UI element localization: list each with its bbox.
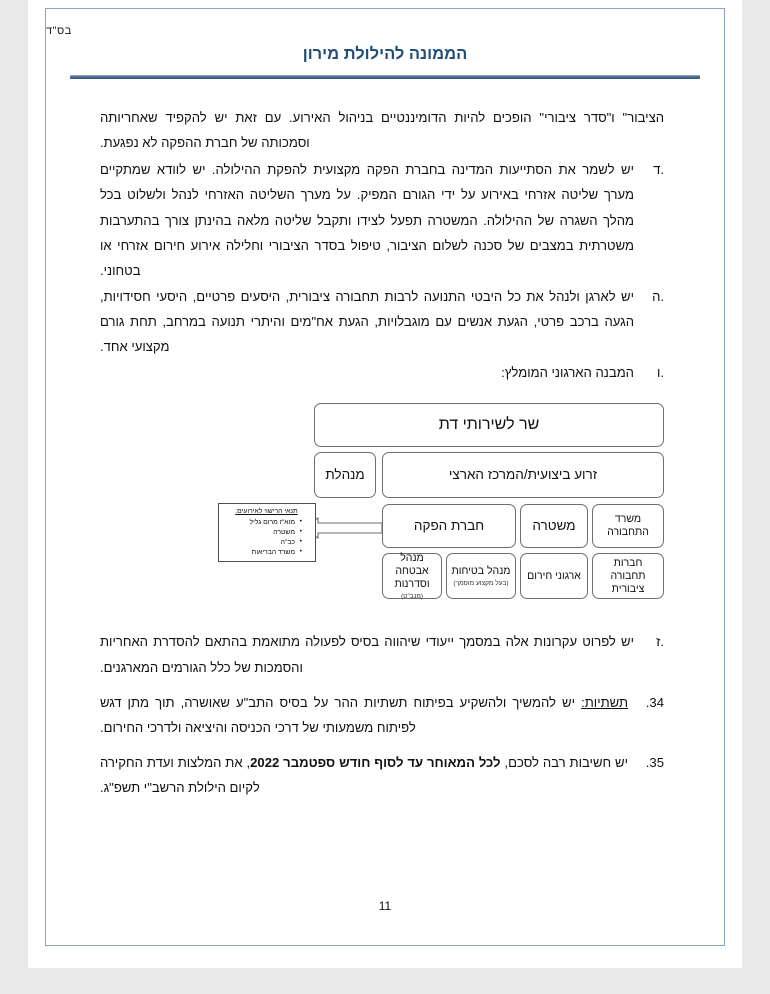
- page-title: הממונה להילולת מירון: [302, 45, 468, 63]
- bsd-marking: בס"ד: [46, 25, 72, 37]
- callout-title: תנאי הרישוי לאירועים:: [235, 508, 298, 516]
- org-box-emergency-orgs: [520, 553, 588, 599]
- list-item: [100, 157, 664, 283]
- document-page: [45, 8, 725, 946]
- org-box-label: מנהל אבטחה וסדרנות: [394, 552, 430, 591]
- continued-paragraph: הציבור" ו"סדר ציבורי" הופכים להיות הדומיננטיים בניהול האירוע. עם זאת יש להקפיד שאחריותה וסמכותה של חברת ההפקה לא נפגעת.: [100, 110, 664, 151]
- list-marker: .ה: [652, 288, 664, 304]
- org-chart: [100, 403, 664, 625]
- list-text: יש לארגן ולנהל את כל היבטי התנועה לרבות תחבורה ציבורית, היסעים פרטיים, היסעי חסידויות, הגעה ברכב פרטי, הגעת אנשים עם מוגבלויות, הגעת אח"מים והיתרי תנועה במרחב, תחת גורם מקצועי אחד.: [100, 288, 634, 355]
- org-box-security-manager: [382, 553, 442, 599]
- org-box-label: מנהל בטיחות: [451, 565, 511, 578]
- item-deadline: לכל המאוחר עד לסוף חודש ספטמבר 2022: [250, 754, 501, 770]
- org-box-label: חברת הפקה: [413, 517, 485, 533]
- org-box-transport-ministry: [592, 504, 664, 548]
- callout-list-item: • כב"ה: [223, 538, 302, 548]
- list-text: המבנה הארגוני המומלץ:: [501, 365, 634, 381]
- org-box-sublabel: (מנב"ט): [400, 593, 424, 601]
- org-box-minister: [314, 403, 664, 447]
- item-body-after: , את המלצות ועדת החקירה לקיום הילולת הרשב"י תשפ"ג.: [100, 754, 260, 795]
- item-number: .35: [645, 754, 664, 770]
- callout-list-item: • משרד הבריאות: [223, 548, 302, 558]
- list-marker: .ז: [656, 634, 664, 650]
- org-box-label: חברות תחבורה ציבורית: [610, 556, 646, 595]
- callout-list-item: • מוא"ז מרום גליל: [223, 518, 302, 528]
- licensing-conditions-callout: [218, 503, 316, 561]
- org-box-label: ארגוני חירום: [527, 569, 581, 582]
- item-text: [100, 750, 628, 800]
- org-box-safety-manager: [446, 553, 516, 599]
- list-item: [100, 629, 664, 679]
- org-box-sublabel: (בעל מקצוע מוסמך): [453, 580, 509, 588]
- page-footer-number: 11: [378, 899, 392, 913]
- item-number: .34: [645, 694, 664, 710]
- list-item: [100, 360, 664, 385]
- org-box-admin: [314, 452, 376, 498]
- org-box-label: משטרה: [532, 517, 576, 533]
- org-box-label: משרד התחבורה: [607, 513, 649, 539]
- list-marker: .ד: [653, 162, 664, 178]
- callout-list: [223, 518, 310, 557]
- org-box-police: [520, 504, 588, 548]
- org-box-label: מנהלת: [325, 466, 365, 482]
- org-box-exec-arm: [382, 452, 664, 498]
- numbered-item-34: [100, 690, 664, 740]
- callout-list-item: • משטרה: [223, 528, 302, 538]
- org-box-public-transport: [592, 553, 664, 599]
- item-body-before: יש חשיבות רבה לסכם,: [500, 754, 628, 770]
- org-box-production-company: [382, 504, 516, 548]
- document-content: [46, 79, 724, 800]
- org-box-label: שר לשירותי דת: [438, 416, 540, 434]
- item-label: תשתיות:: [581, 694, 628, 710]
- list-item: [100, 284, 664, 359]
- list-marker: .ו: [656, 365, 664, 381]
- org-box-label: זרוע ביצועית/המרכז הארצי: [448, 466, 598, 482]
- item-text: [100, 690, 628, 740]
- list-text: יש לשמר את הסתייעות המדינה בחברת הפקה מקצועית להפקת ההילולה. יש לוודא שמתקיים מערך שליטה אזרחי באירוע על ידי הגורם המפיק. על מערך השליטה האזרחי לנהל ולשלוט בכל מהלך השגרה של ההילולה. המשטרה תפעל לצידו ותקבל שליטה מלאה בהינתן צורך בהתערבות משטרתית במצבים של סכנה לשלום הציבור, טיפול בסדר הציבורי וחלילה אירוע חירום אזרחי או בטחוני.: [100, 162, 634, 278]
- item-body: יש להמשיך ולהשקיע בפיתוח תשתיות ההר על בסיס התב"ע שאושרה, תוך מתן דגש לפיתוח משמעותי של דרכי הכניסה והיציאה ולדרכי החירום.: [100, 694, 582, 735]
- list-text: יש לפרוט עקרונות אלה במסמך ייעודי שיהווה בסיס לפעולה מתואמת בהתאם להסדרת האחריות והסמכות של כלל הגורמים המארגנים.: [100, 634, 634, 675]
- numbered-item-35: [100, 750, 664, 800]
